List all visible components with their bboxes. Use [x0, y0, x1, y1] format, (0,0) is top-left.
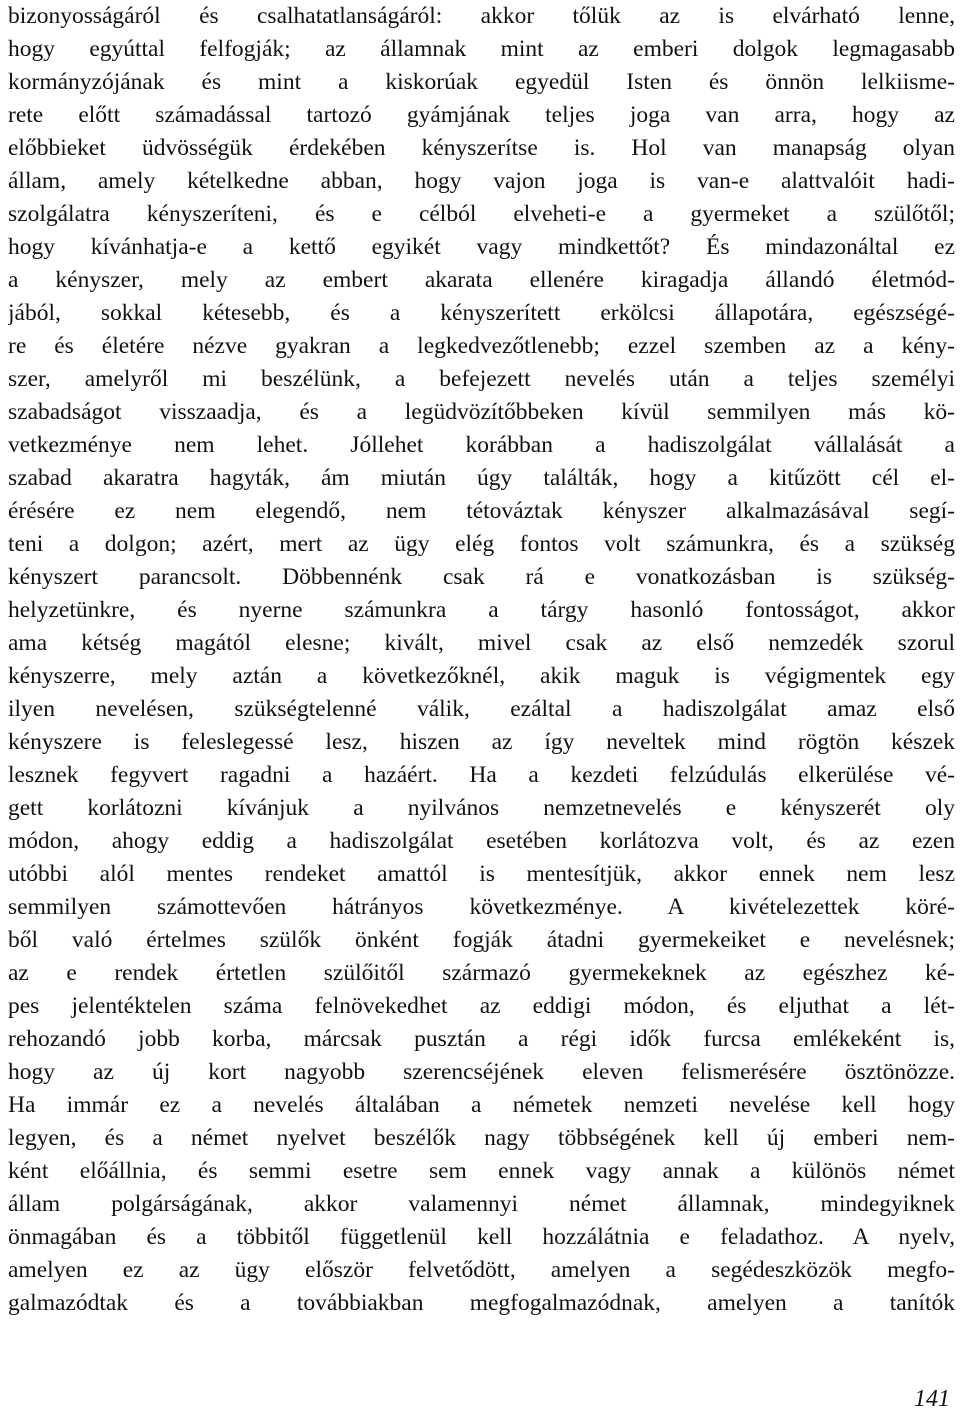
text-line: helyzetünkre, és nyerne számunkra a tárgy hasonló fontosságot, akkor [8, 597, 955, 623]
text-line: bizonyosságáról és csalhatatlanságáról: akkor tőlük az is elvárható lenne, [8, 3, 955, 29]
text-line: módon, ahogy eddig a hadiszolgálat esetében korlátozva volt, és az ezen [8, 828, 955, 854]
text-line: kényszert parancsolt. Döbbennénk csak rá e vonatkozásban is szükség- [8, 564, 955, 590]
document-page [8, 0, 955, 1320]
text-line: vetkezménye nem lehet. Jóllehet korábban a hadiszolgálat vállalását a [8, 432, 955, 458]
text-line: jából, sokkal kétesebb, és a kényszerített erkölcsi állapotára, egészségé- [8, 300, 955, 326]
text-line: előbbieket üdvösségük érdekében kényszerítse is. Hol van manapság olyan [8, 135, 955, 161]
text-line: ként előállnia, és semmi esetre sem ennek vagy annak a különös német [8, 1158, 955, 1184]
text-line: állam polgárságának, akkor valamennyi német államnak, mindegyiknek [8, 1191, 955, 1217]
text-line: szabad akaratra hagyták, ám miután úgy találták, hogy a kitűzött cél el- [8, 465, 955, 491]
text-line: hogy az új kort nagyobb szerencséjének eleven felismerésére ösztönözze. [8, 1059, 955, 1085]
text-line: Ha immár ez a nevelés általában a németek nemzeti nevelése kell hogy [8, 1092, 955, 1118]
text-line: kormányzójának és mint a kiskorúak egyedül Isten és önnön lelkiisme- [8, 69, 955, 95]
text-line: amelyen ez az ügy először felvetődött, amelyen a segédeszközök megfo- [8, 1257, 955, 1283]
text-line: kényszerre, mely aztán a következőknél, akik maguk is végigmentek egy [8, 663, 955, 689]
text-line: gett korlátozni kívánjuk a nyilvános nemzetnevelés e kényszerét oly [8, 795, 955, 821]
text-line: utóbbi alól mentes rendeket amattól is mentesítjük, akkor ennek nem lesz [8, 861, 955, 887]
text-line: legyen, és a német nyelvet beszélők nagy többségének kell új emberi nem- [8, 1125, 955, 1151]
text-line: szolgálatra kényszeríteni, és e célból elveheti-e a gyermeket a szülőtől; [8, 201, 955, 227]
text-line: szer, amelyről mi beszélünk, a befejezett nevelés után a teljes személyi [8, 366, 955, 392]
text-line: galmazódtak és a továbbiakban megfogalmazódnak, amelyen a tanítók [8, 1290, 955, 1316]
text-line: rete előtt számadással tartozó gyámjának teljes joga van arra, hogy az [8, 102, 955, 128]
text-line: rehozandó jobb korba, márcsak pusztán a régi idők furcsa emlékeként is, [8, 1026, 955, 1052]
text-line: az e rendek értetlen szülőitől származó gyermekeknek az egészhez ké- [8, 960, 955, 986]
text-line: a kényszer, mely az embert akarata ellenére kiragadja állandó életmód- [8, 267, 955, 293]
text-line: semmilyen számottevően hátrányos következménye. A kivételezettek köré- [8, 894, 955, 920]
text-line: hogy egyúttal felfogják; az államnak mint az emberi dolgok legmagasabb [8, 36, 955, 62]
text-line: re és életére nézve gyakran a legkedvezőtlenebb; ezzel szemben az a kény- [8, 333, 955, 359]
text-line: hogy kívánhatja-e a kettő egyikét vagy mindkettőt? És mindazonáltal ez [8, 234, 955, 260]
text-line: önmagában és a többitől függetlenül kell hozzálátnia e feladathoz. A nyelv, [8, 1224, 955, 1250]
text-line: állam, amely kételkedne abban, hogy vajon joga is van-e alattvalóit hadi- [8, 168, 955, 194]
page-number: 141 [914, 1386, 950, 1412]
text-line: pes jelentéktelen száma felnövekedhet az eddigi módon, és eljuthat a lét- [8, 993, 955, 1019]
text-line: kényszere is feleslegessé lesz, hiszen az így neveltek mind rögtön készek [8, 729, 955, 755]
text-line: érésére ez nem elegendő, nem tétováztak kényszer alkalmazásával segí- [8, 498, 955, 524]
text-line: ama kétség magától elesne; kivált, mivel csak az első nemzedék szorul [8, 630, 955, 656]
text-line: lesznek fegyvert ragadni a hazáért. Ha a kezdeti felzúdulás elkerülése vé- [8, 762, 955, 788]
text-line: szabadságot visszaadja, és a legüdvözítőbbeken kívül semmilyen más kö- [8, 399, 955, 425]
text-line: ilyen nevelésen, szükségtelenné válik, ezáltal a hadiszolgálat amaz első [8, 696, 955, 722]
text-line: ből való értelmes szülők önként fogják átadni gyermekeiket e nevelésnek; [8, 927, 955, 953]
text-line: teni a dolgon; azért, mert az ügy elég fontos volt számunkra, és a szükség [8, 531, 955, 557]
